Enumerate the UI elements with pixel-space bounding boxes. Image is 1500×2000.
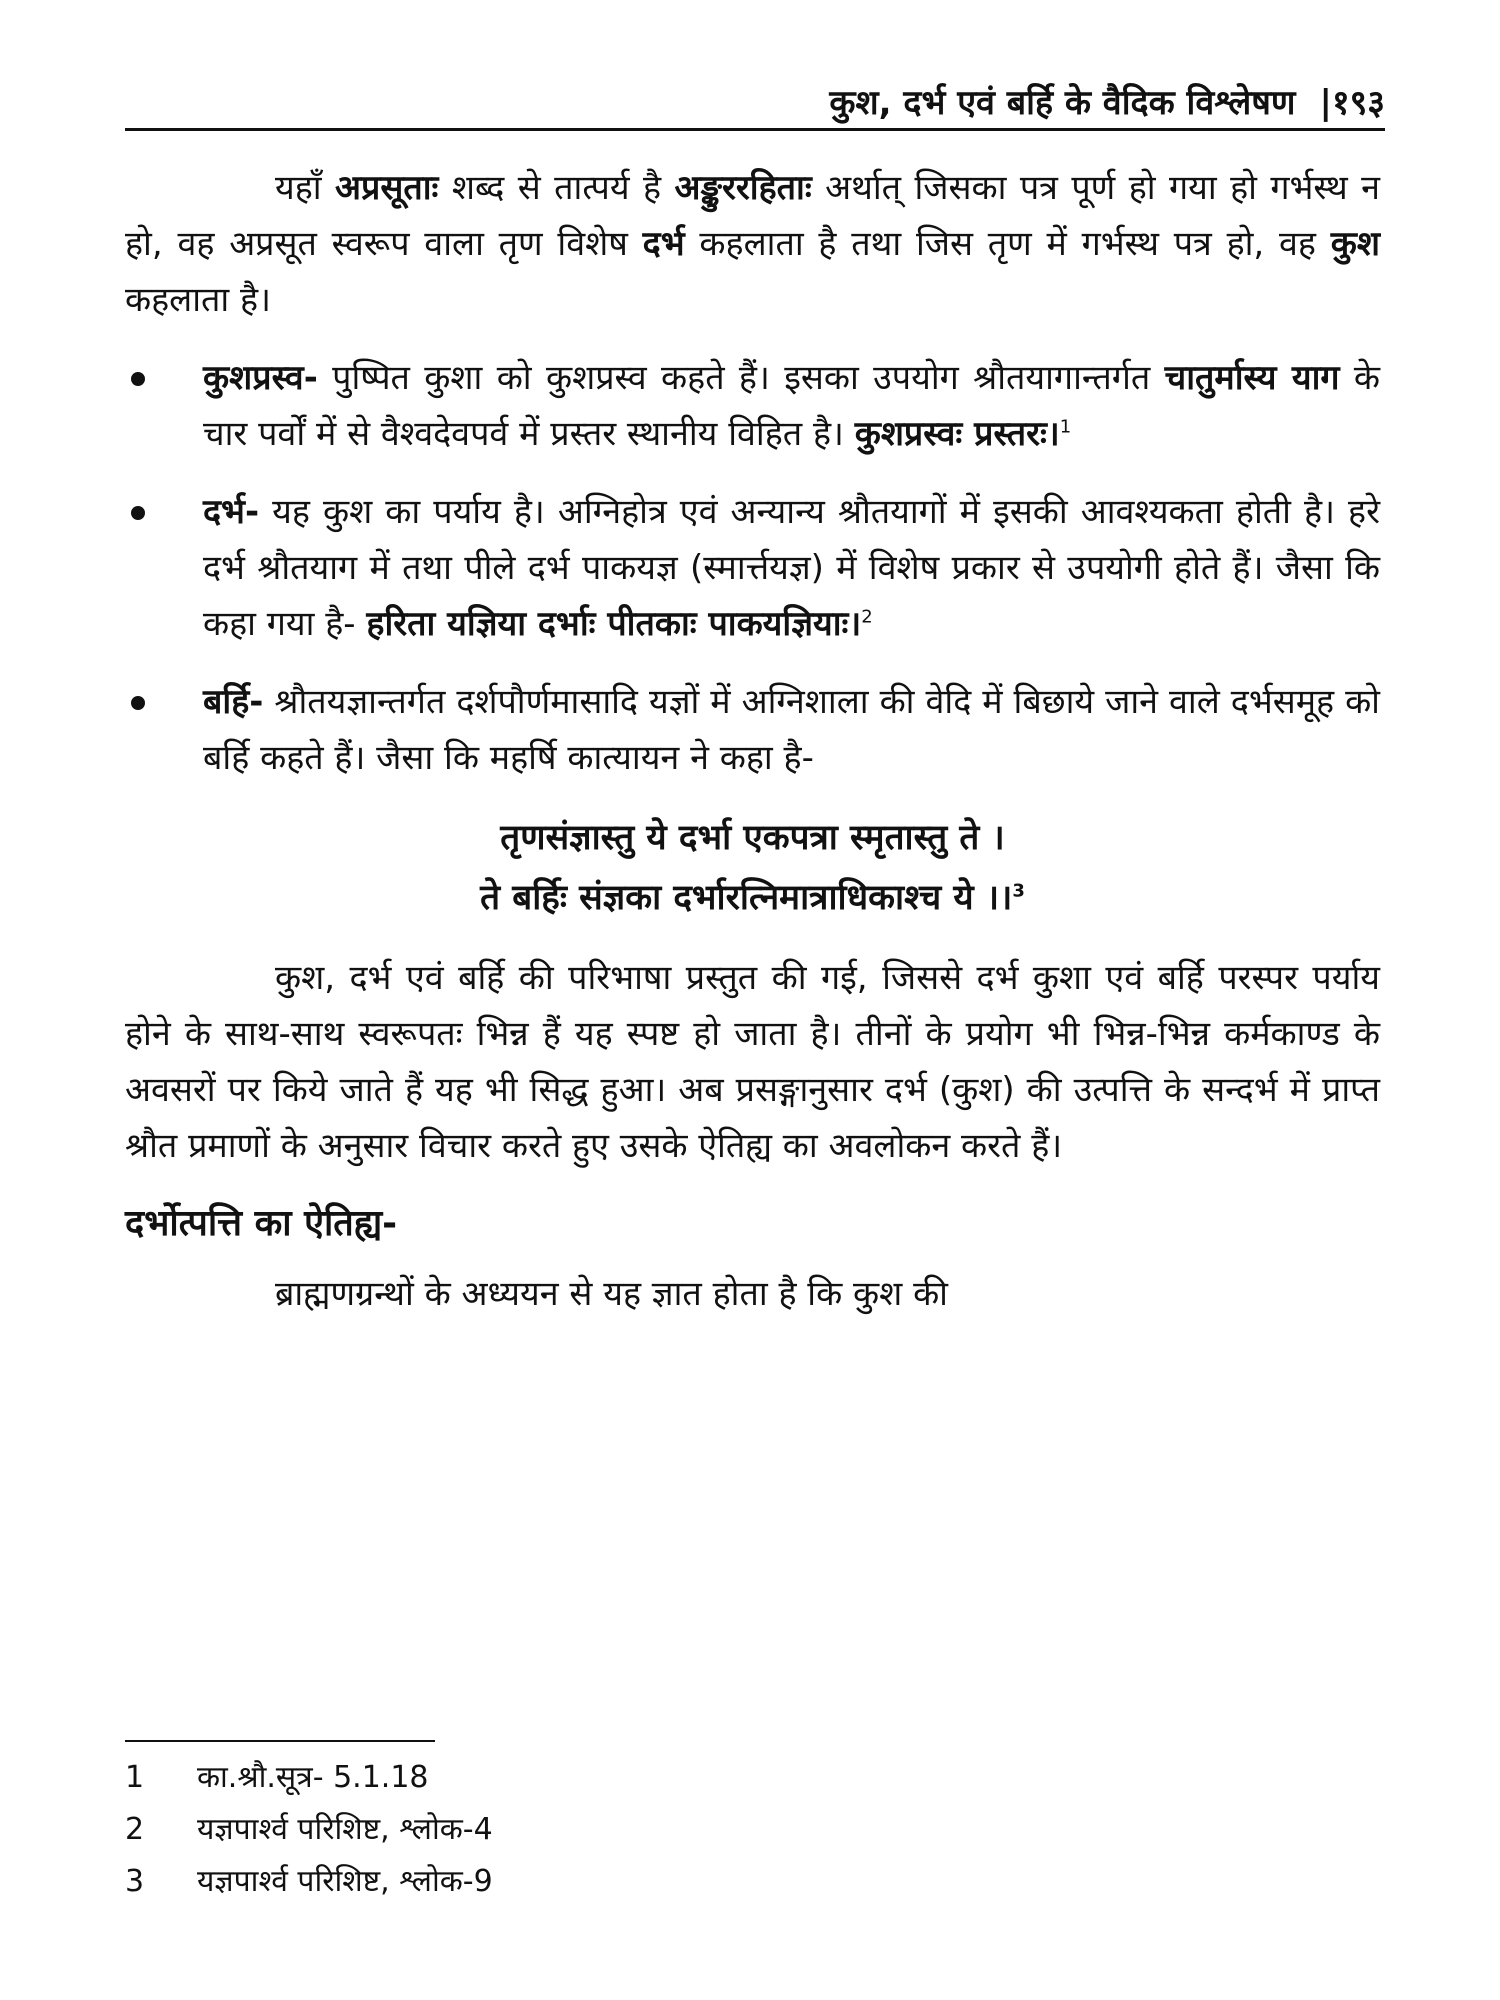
running-header <box>125 78 1385 131</box>
footnote-3 <box>125 1856 493 1908</box>
bold-term: दर्भ <box>642 224 685 264</box>
footnote-number: 1 <box>125 1760 145 1795</box>
text: अर्थात् जिसका पत्र पूर्ण हो गया हो गर्भस्थ न हो, वह अप्रसूत स्वरूप वाला तृण विशेष <box>125 168 1381 264</box>
definition-list <box>125 350 1380 786</box>
footnote-ref: 2 <box>861 606 873 628</box>
section-heading: दर्भोत्पत्ति का ऐतिह्य- <box>125 1203 398 1244</box>
verse-text: ते बर्हिः संज्ञका दर्भारत्निमात्राधिकाश्च ये ।। <box>480 878 1013 918</box>
list-item-darbha <box>125 484 1380 652</box>
footnote-1 <box>125 1752 493 1804</box>
term: कुशप्रस्व- <box>203 358 318 398</box>
list-item-barhi <box>125 674 1380 786</box>
page-number: |१९३ <box>1319 83 1385 123</box>
text: पुष्पित कुशा को कुशप्रस्व कहते हैं। इसका उपयोग श्रौतयागान्तर्गत <box>317 358 1165 398</box>
bold-term: अप्रसूताः <box>335 168 439 208</box>
bold-term: अङ्कुररहिताः <box>674 168 812 208</box>
footnotes <box>125 1752 493 1908</box>
bullet-icon <box>131 696 145 710</box>
paragraph-brahmana: ब्राह्मणग्रन्थों के अध्ययन से यह ज्ञात होता है कि कुश की <box>275 1274 948 1314</box>
text: शब्द से तात्पर्य है <box>438 168 675 208</box>
text: के चार पर्वों में से वैश्वदेवपर्व में प्रस्तर स्थानीय विहित है। <box>203 358 1380 454</box>
footnote-text: यज्ञपार्श्व परिशिष्ट, श्लोक-9 <box>197 1864 493 1899</box>
footnote-number: 2 <box>125 1812 145 1847</box>
list-item-kushaprasva <box>125 350 1380 462</box>
footnote-ref: 3 <box>1012 880 1025 902</box>
text: कहलाता है तथा जिस तृण में गर्भस्थ पत्र हो, वह <box>684 224 1331 264</box>
bold-term: चातुर्मास्य याग <box>1164 358 1340 398</box>
bullet-icon <box>131 372 145 386</box>
paragraph-apprasuta <box>125 160 1380 328</box>
page-body <box>125 160 1380 1344</box>
text: श्रौतयज्ञान्तर्गत दर्शपौर्णमासादि यज्ञों में अग्निशाला की वेदि में बिछाये जाने वाले दर्भसमूह को बर्हि कहते हैं। जैसा कि महर्षि कात्यायन ने कहा है- <box>203 682 1380 778</box>
text: कहलाता है। <box>125 280 271 320</box>
paragraph-summary: कुश, दर्भ एवं बर्हि की परिभाषा प्रस्तुत की गई, जिससे दर्भ कुशा एवं बर्हि परस्पर पर्याय होने के साथ-साथ स्वरूपतः भिन्न हैं यह स्पष्ट हो जाता है। तीनों के प्रयोग भी भिन्न-भिन्न कर्मकाण्ड के अवसरों पर किये जाते हैं यह भी सिद्ध हुआ। अब प्रसङ्गानुसार दर्भ (कुश) की उत्पत्ति के सन्दर्भ में प्राप्त श्रौत प्रमाणों के अनुसार विचार करते हुए उसके ऐतिह्य का अवलोकन करते हैं। <box>125 958 1380 1166</box>
footnote-text: का.श्रौ.सूत्र- 5.1.18 <box>197 1760 429 1795</box>
bullet-icon <box>131 506 145 520</box>
footnote-number: 3 <box>125 1864 145 1899</box>
header-title: कुश, दर्भ एवं बर्हि के वैदिक विश्लेषण <box>829 83 1296 123</box>
footnote-ref: 1 <box>1059 416 1072 438</box>
footnote-2 <box>125 1804 493 1856</box>
quotation: कुशप्रस्वः प्रस्तरः। <box>854 414 1060 454</box>
term: बर्हि- <box>203 682 264 722</box>
bold-term: कुश <box>1330 224 1380 264</box>
footnote-text: यज्ञपार्श्व परिशिष्ट, श्लोक-4 <box>197 1812 493 1847</box>
term: दर्भ- <box>203 492 260 532</box>
verse-line-1: तृणसंज्ञास्तु ये दर्भा एकपत्रा स्मृतास्तु ते । <box>500 818 1005 858</box>
verse-line-2 <box>125 868 1380 928</box>
text: यह कुश का पर्याय है। अग्निहोत्र एवं अन्यान्य श्रौतयागों में इसकी आवश्यकता होती है। हरे दर्भ श्रौतयाग में तथा पीले दर्भ पाकयज्ञ (स्मार्त्तयज्ञ) में विशेष प्रकार से उपयोगी होते हैं। जैसा कि कहा गया है- <box>203 492 1380 644</box>
footnote-divider <box>125 1740 435 1742</box>
verse-block <box>125 808 1380 928</box>
text: यहाँ <box>275 168 336 208</box>
quotation: हरिता यज्ञिया दर्भाः पीतकाः पाकयज्ञियाः। <box>366 604 862 644</box>
